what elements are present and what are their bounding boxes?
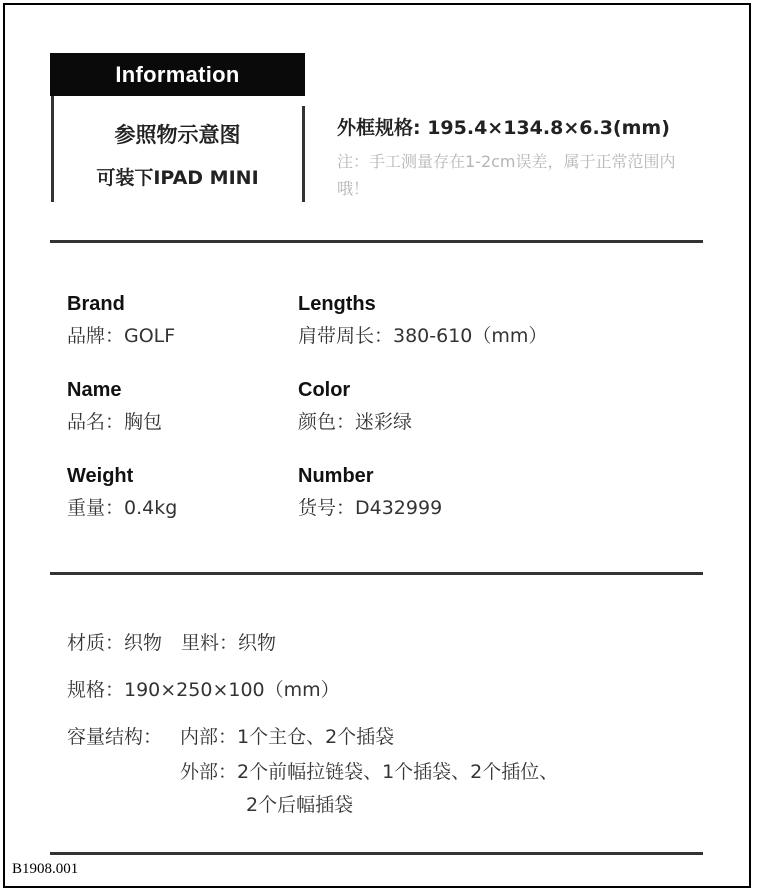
attr-key: Lengths xyxy=(298,293,376,315)
section-divider xyxy=(50,572,703,575)
attr-lengths xyxy=(298,293,547,348)
capacity-outer: 外部：2个前幅拉链袋、1个插袋、2个插位、 xyxy=(180,761,559,783)
attr-value: 品名：胸包 xyxy=(67,411,163,433)
material-line: 材质：织物 里料：织物 xyxy=(67,632,277,654)
left-divider-bar xyxy=(51,96,54,202)
reference-title: 参照物示意图 xyxy=(114,123,241,147)
capacity-inner: 内部：1个主仓、2个插袋 xyxy=(180,726,395,748)
attr-value: 重量：0.4kg xyxy=(67,497,178,519)
attr-key: Weight xyxy=(67,465,134,487)
attr-key: Name xyxy=(67,379,122,401)
attr-value: 肩带周长：380-610（mm） xyxy=(298,325,548,347)
size-line: 规格：190×250×100（mm） xyxy=(67,679,340,701)
attr-value: 颜色：迷彩绿 xyxy=(298,411,413,433)
capacity-label: 容量结构： xyxy=(67,726,163,748)
attr-name xyxy=(67,379,162,434)
attr-key: Number xyxy=(298,465,374,487)
attr-key: Color xyxy=(298,379,351,401)
frame-spec: 外框规格: 195.4×134.8×6.3(mm) xyxy=(337,117,670,139)
attr-key: Brand xyxy=(67,293,125,315)
attr-brand xyxy=(67,293,175,348)
attr-color xyxy=(298,379,412,434)
section-divider xyxy=(50,852,703,855)
section-divider xyxy=(50,240,703,243)
middle-divider-bar xyxy=(302,106,305,202)
attr-weight xyxy=(67,465,177,520)
attr-value: 品牌：GOLF xyxy=(67,325,176,347)
attr-value: 货号：D432999 xyxy=(298,497,443,519)
information-banner: Information xyxy=(50,53,305,96)
capacity-outer-continued: 2个后幅插袋 xyxy=(246,794,354,816)
reference-subtitle: 可装下IPAD MINI xyxy=(96,167,259,189)
attr-number xyxy=(298,465,442,520)
measurement-note: 注：手工测量存在1-2cm误差，属于正常范围内哦！ xyxy=(337,152,676,198)
product-code: B1908.001 xyxy=(12,861,79,877)
